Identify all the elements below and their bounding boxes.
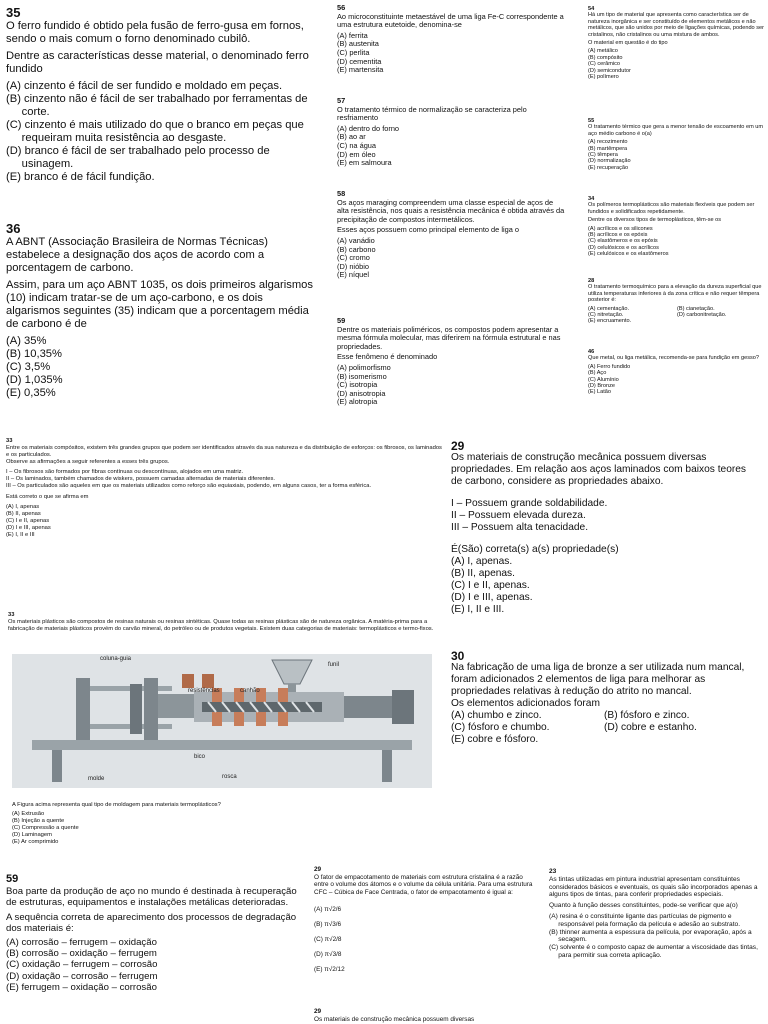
question-29-packing-factor <box>314 866 536 1006</box>
question-text: Que metal, ou liga metálica, recomenda-se para fundição em gesso? <box>588 355 760 362</box>
options-list <box>451 556 757 616</box>
question-text: Os materiais de construção mecânica possuem diversas <box>314 1015 475 1023</box>
question-text: Boa parte da produção de aço no mundo é destinada à recuperação de estruturas, equipamentos e instalações metálicas deterioradas. <box>6 886 297 909</box>
question-text: Entre os materiais compósitos, existem três grandes grupos que podem ser identificados através da sua natureza e da distribuição de esforços: os fibrosos, os laminados e os particulados. <box>6 445 442 458</box>
question-number: 55 <box>588 118 595 124</box>
option: (C) na água <box>337 140 377 150</box>
option: (E) encruamento. <box>588 318 632 325</box>
question-46 <box>588 349 766 421</box>
option: (D) cementita <box>337 56 382 66</box>
statement-list <box>6 469 442 490</box>
statement: I – Os fibrosos são formados por fibras contínuas ou descontínuas, alojados em uma matriz. <box>6 469 244 475</box>
option: (C) nitretação. <box>588 312 624 319</box>
question-text: Assim, para um aço ABNT 1035, os dois primeiros algarismos (10) indicam tratar-se de um aço-carbono, e os dois algarismos seguintes (35) indicam que a porcentagem média de carbono é de <box>6 279 313 330</box>
question-text: A Figura acima representa qual tipo de moldagem para materiais termoplásticos? <box>12 802 221 808</box>
option: (D) π√3/8 <box>314 951 342 959</box>
option: (C) Compressão a quente <box>12 825 79 831</box>
question-text: Dentre os diversos tipos de termoplásticos, têm-se os <box>588 217 722 224</box>
option: (B) π√3/6 <box>314 921 342 929</box>
option: (C) têmpera <box>588 152 618 159</box>
question-text: Dentre os materiais poliméricos, os compostos podem apresentar a mesma fórmula molecular, mas diferirem na fórmula estrutural e nas propriedades. <box>337 324 561 351</box>
options-list <box>588 226 764 258</box>
option: (A) corrosão – ferrugem – oxidação <box>6 937 157 949</box>
option: (A) π√2/6 <box>314 906 342 914</box>
option: (B) austenita <box>337 39 379 49</box>
figure-label-bico: bico <box>194 754 206 760</box>
question-text: Está correto o que se afirma em <box>6 494 89 500</box>
question-number: 35 <box>6 6 21 20</box>
question-text: O tratamento térmico que gera a menor tensão de escoamento em um aço médio carbono é o(a) <box>588 124 764 137</box>
option: (E) martensita <box>337 65 384 75</box>
option: (C) isotropia <box>337 380 378 390</box>
option: (B) ao ar <box>337 132 366 142</box>
option: (A) acrílicos e os silicones <box>588 225 653 232</box>
option: (D) cobre e estanho. <box>604 722 697 733</box>
option: (D) em óleo <box>337 149 376 159</box>
option: (E) polímero <box>588 74 619 81</box>
option: (D) branco é fácil de ser trabalhado pelo processo de usinagem. <box>6 145 270 170</box>
option: (B) carbono <box>337 244 376 254</box>
question-text: Os materiais de construção mecânica possuem diversas propriedades. Em relação aos aços laminados com baixos teores de carbono, considere as propriedades abaixo. <box>451 452 747 487</box>
injection-molding-machine-drawing <box>12 654 432 788</box>
question-number: 29 <box>451 440 465 453</box>
option: (E) Ar comprimido <box>12 839 59 845</box>
options-list <box>6 80 318 184</box>
question-text: Os materiais plásticos são compostos de resinas naturais ou resinas sintéticas. Quase todas as resinas plásticas são de natureza orgânica. A matéria-prima para a fabricação de materiais plásticos provém do carvão mineral, do petróleo ou de produtos vegetais. Existem duas categorias de materiais: termoplásticos e termo-fixos. <box>8 619 434 632</box>
question-text: Observe as afirmações a seguir referentes a esses três grupos. <box>6 459 170 465</box>
question-text: Os polímeros termoplásticos são materiais flexíveis que podem ser fundidos e solidificados repetidamente. <box>588 202 755 215</box>
option: (A) cementação. <box>588 305 630 312</box>
options-list <box>588 48 764 80</box>
options-list <box>314 902 536 977</box>
question-59-polymers <box>337 317 565 425</box>
option: (C) perlita <box>337 47 370 57</box>
option: (B) II, apenas. <box>451 568 515 579</box>
option: (D) I e III, apenas <box>6 525 51 531</box>
options-list <box>12 811 442 846</box>
question-number: 33 <box>8 612 15 618</box>
option: (A) vanádio <box>337 235 375 245</box>
question-number: 34 <box>588 196 595 202</box>
options-list <box>337 364 565 407</box>
question-58 <box>337 190 565 314</box>
option: (D) I e III, apenas. <box>451 592 533 603</box>
option: (E) 0,35% <box>6 387 56 399</box>
option: (D) 1,035% <box>6 374 63 386</box>
option: (C) 3,5% <box>6 361 51 373</box>
question-number: 29 <box>314 1008 322 1015</box>
question-text: O tratamento termoquímico para a elevação da dureza superficial que utiliza temperaturas inferiores à da zona crítica e não requer têmpera posterior é: <box>588 284 762 304</box>
question-number: 29 <box>314 866 322 873</box>
question-34 <box>588 196 764 272</box>
option: (A) I, apenas. <box>451 556 513 567</box>
option: (C) π√2/8 <box>314 936 342 944</box>
option: (A) I, apenas <box>6 504 40 510</box>
options-list <box>6 504 442 539</box>
question-text: O ferro fundido é obtido pela fusão de ferro-gusa em fornos, sendo o mais comum o forno denominado cubilô. <box>6 20 304 45</box>
question-59-steel <box>6 874 302 1022</box>
option: (B) martêmpera <box>588 145 628 152</box>
figure-label-coluna-guia: coluna-guia <box>100 656 132 662</box>
question-number: 23 <box>549 868 557 875</box>
question-text: Os aços maraging compreendem uma classe especial de aços de alta resistência, nos quais a resistência mecânica é obtida através da precipitação de compostos intermetálicos. <box>337 197 565 224</box>
option: (B) acrílicos e os epóxis <box>588 232 648 239</box>
question-56 <box>337 4 565 92</box>
option: (A) Extrusão <box>12 811 45 817</box>
option: (B) isomerismo <box>337 371 387 381</box>
options-list <box>6 335 318 400</box>
question-number: 46 <box>588 349 595 355</box>
options-list <box>588 306 766 325</box>
option: (D) oxidação – corrosão – ferrugem <box>6 970 158 982</box>
statement: II – Os laminados, também chamados de wiskers, possuem camadas alternadas de materiais diferentes. <box>6 476 276 482</box>
option: (C) cromo <box>337 253 370 263</box>
option: (A) 35% <box>6 335 47 347</box>
option: (D) normalização <box>588 158 631 165</box>
option: (E) branco é de fácil fundição. <box>6 171 155 183</box>
option: (D) anisotropia <box>337 388 386 398</box>
option: (E) recuperação <box>588 164 629 171</box>
question-text: Os elementos adicionados foram <box>451 698 600 709</box>
option: (C) solvente é o composto capaz de aumentar a viscosidade das tintas, para permitir sua correta aplicação. <box>549 944 758 959</box>
question-number: 28 <box>588 278 595 284</box>
option: (B) cinzento não é fácil de ser trabalhado por ferramentas de corte. <box>6 93 308 118</box>
question-29-cutoff <box>314 1008 536 1024</box>
option: (C) oxidação – ferrugem – corrosão <box>6 959 158 971</box>
option: (A) Ferro fundido <box>588 363 631 370</box>
option: (E) I, II e III <box>6 532 35 538</box>
figure-label-molde: molde <box>88 776 105 782</box>
question-29-properties <box>451 440 757 640</box>
option: (A) polimorfismo <box>337 362 391 372</box>
option: (C) fósforo e chumbo. <box>451 722 550 733</box>
question-text: O fator de empacotamento de materiais com estrutura cristalina é a razão entre o volume dos átomos e o volume da célula unitária. Para uma estrutura CFC – Cúbica de Face Centrada, o fator de empacotamento é igual a: <box>314 873 533 896</box>
question-number: 59 <box>337 317 346 325</box>
question-text: Quanto à função desses constituintes, pode-se verificar que a(o) <box>549 902 738 910</box>
question-number: 57 <box>337 97 346 105</box>
option: (D) Laminagem <box>12 832 52 838</box>
statement: II – Possuem elevada dureza. <box>451 510 586 521</box>
option: (E) em salmoura <box>337 158 392 168</box>
option: (A) cinzento é fácil de ser fundido e moldado em peças. <box>6 80 283 92</box>
question-36 <box>6 222 318 424</box>
question-text: A sequência correta de aparecimento dos processos de degradação dos materiais é: <box>6 911 297 934</box>
question-text: É(São) correta(s) a(s) propriedade(s) <box>451 544 619 555</box>
statement: III – Possuem alta tenacidade. <box>451 522 589 533</box>
question-54 <box>588 6 764 114</box>
option: (B) Aço <box>588 370 607 377</box>
question-57 <box>337 97 565 183</box>
question-text: O material em questão é do tipo <box>588 40 668 47</box>
question-text: Há um tipo de material que apresenta como característica ser de natureza inorgânica e ser constituído de elementos metálicos e não metálicos, que são unidos por meio de ligações químicas, podendo ser cristalinos, não cristalinos ou uma mistura de ambos. <box>588 12 764 38</box>
option: (D) carbonitretação. <box>677 312 727 319</box>
option: (A) dentro do forno <box>337 123 400 133</box>
option: (A) metálico <box>588 48 618 55</box>
statement-list <box>451 498 757 534</box>
option: (B) II, apenas <box>6 511 41 517</box>
option: (D) nióbio <box>337 261 370 271</box>
option: (B) cianetação. <box>677 305 715 312</box>
option: (E) ferrugem – oxidação – corrosão <box>6 981 157 993</box>
options-list <box>337 125 565 168</box>
question-text: Esses aços possuem como principal elemento de liga o <box>337 225 519 235</box>
question-text: As tintas utilizadas em pintura industrial apresentam constituintes considerados básicos e eventuais, os quais são incorporados apenas a alguns tipos de tintas, para conferir propriedades especiais. <box>549 875 758 899</box>
figure-label-funil: funil <box>328 662 340 668</box>
question-number: 54 <box>588 6 595 12</box>
statement: I – Possuem grande soldabilidade. <box>451 498 608 509</box>
option: (C) I e II, apenas <box>6 518 50 524</box>
option: (E) níquel <box>337 270 370 280</box>
question-number: 56 <box>337 4 346 12</box>
statement: III – Os particulados são aqueles em que os materiais utilizados como reforço são equiaxiais, podendo, em alguns casos, ter a forma esférica. <box>6 483 372 489</box>
question-33-plastics-options <box>12 802 442 862</box>
question-number: 59 <box>6 874 19 885</box>
option: (A) ferrita <box>337 30 368 40</box>
question-text: Na fabricação de uma liga de bronze a ser utilizada num mancal, foram adicionados 2 elementos de liga para melhorar as propriedades relativas à redução do atrito no mancal. <box>451 662 745 697</box>
option: (B) 10,35% <box>6 348 62 360</box>
option: (A) recozimento <box>588 139 628 146</box>
question-number: 36 <box>6 222 21 236</box>
option: (B) Injeção a quente <box>12 818 65 824</box>
options-list <box>6 937 302 993</box>
question-33-composites <box>6 438 442 588</box>
option: (E) Latão <box>588 389 612 396</box>
options-list <box>337 32 565 75</box>
question-text: O tratamento térmico de normalização se caracteriza pelo resfriamento <box>337 104 527 123</box>
question-number: 58 <box>337 190 346 198</box>
options-list <box>588 364 766 396</box>
question-55 <box>588 118 764 190</box>
question-number: 30 <box>451 650 465 663</box>
options-list <box>451 710 757 746</box>
figure-label-canhao: canhão <box>240 688 260 694</box>
question-23 <box>549 868 763 1024</box>
options-list <box>549 913 763 960</box>
option: (C) Alumínio <box>588 376 619 383</box>
question-35 <box>6 6 318 216</box>
option: (C) cerâmico <box>588 61 621 68</box>
option: (D) Bronze <box>588 383 616 390</box>
question-text: Dentre as características desse material, o denominado ferro fundido <box>6 50 309 75</box>
option: (A) chumbo e zinco. <box>451 710 542 721</box>
option: (E) celulósicos e os elastômeros <box>588 251 669 258</box>
option: (C) I e II, apenas. <box>451 580 530 591</box>
question-text: A ABNT (Associação Brasileira de Normas Técnicas) estabelece a designação dos aços de acordo com a porcentagem de carbono. <box>6 236 268 274</box>
option: (C) elastômeros e os epóxis <box>588 238 658 245</box>
option: (E) π√2/12 <box>314 966 345 974</box>
option: (E) I, II e III. <box>451 604 505 615</box>
option: (E) cobre e fósforo. <box>451 734 539 745</box>
question-number: 33 <box>6 438 13 444</box>
options-list <box>337 237 565 280</box>
option: (B) compósito <box>588 54 623 61</box>
option: (E) alotropia <box>337 397 378 407</box>
injection-molding-figure <box>12 654 432 788</box>
option: (D) semicondutor <box>588 67 631 74</box>
option: (B) corrosão – oxidação – ferrugem <box>6 948 157 960</box>
option: (C) cinzento é mais utilizado do que o branco em peças que requeiram muita resistência ao desgaste. <box>6 119 304 144</box>
question-28 <box>588 278 766 342</box>
question-30 <box>451 650 757 774</box>
figure-label-resistencias: resistências <box>188 688 220 694</box>
figure-label-rosca: rosca <box>222 774 237 780</box>
option: (B) fósforo e zinco. <box>604 710 690 721</box>
options-list <box>588 139 764 171</box>
question-text: Esse fenômeno é denominado <box>337 352 438 362</box>
option: (D) celulósicos e os acrílicos <box>588 244 659 251</box>
option: (B) thinner aumenta a espessura da película, por evaporação, após a secagem. <box>549 928 752 944</box>
question-33-plastics-text <box>8 612 440 652</box>
option: (A) resina é o constituinte ligante das partículas de pigmento e responsável pela formação da película e adesão ao substrato. <box>549 912 741 928</box>
question-text: Ao microconstituinte metaestável de uma liga Fe-C correspondente a uma estrutura eutetoide, denomina-se <box>337 11 564 30</box>
